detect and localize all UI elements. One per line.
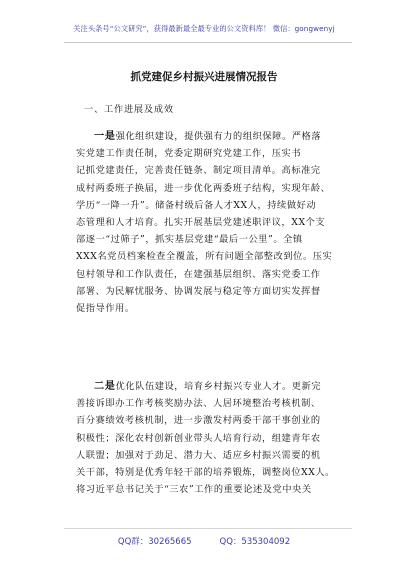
paragraph-line-text: 实党建工作责任制，党委定期研究党建工作，压实书 bbox=[76, 148, 302, 160]
paragraph-line-text: 百分赛绩效考核机制，进一步激发村两委干部干事创业的 bbox=[76, 415, 321, 427]
paragraph-line bbox=[76, 430, 346, 447]
paragraph-line bbox=[76, 214, 346, 231]
paragraph-line bbox=[76, 412, 346, 429]
footer-qq-group: QQ群：30265665 bbox=[117, 537, 192, 547]
paragraph-line bbox=[76, 283, 346, 300]
paragraph-line bbox=[76, 145, 346, 162]
paragraph-line-text: 关干部，特别是优秀年轻干部的培养锻炼，调整岗位XX人。 bbox=[76, 467, 335, 479]
section-heading: 一、工作进展及成效 bbox=[84, 104, 174, 115]
paragraph-line bbox=[76, 447, 346, 464]
document-title: 抓党建促乡村振兴进展情况报告 bbox=[130, 71, 278, 83]
paragraph-line-text: 成村两委班子换届，进一步优化两委班子结构，实现年龄、 bbox=[76, 182, 331, 194]
paragraph-line bbox=[76, 248, 346, 265]
page-header-banner: 关注头条号“公文研究”，获得最新最全最专业的公文资料库！ 微信：gongwenyj bbox=[73, 24, 335, 33]
paragraph-line bbox=[76, 481, 346, 498]
paragraph-line bbox=[76, 378, 346, 395]
paragraph-lead: 二是 bbox=[94, 381, 116, 392]
paragraph-line bbox=[76, 395, 346, 412]
paragraph-line bbox=[76, 266, 346, 283]
paragraph-line bbox=[76, 128, 346, 145]
paragraph-line bbox=[76, 300, 346, 317]
paragraph-line-text: 部逐一“过筛子”，抓实基层党建“最后一公里”。全镇 bbox=[76, 234, 303, 246]
paragraph-1 bbox=[76, 128, 346, 317]
header-divider bbox=[64, 42, 352, 43]
paragraph-line-text: 强化组织建设，提供强有力的组织保障。严格落 bbox=[115, 131, 322, 142]
paragraph-line-text: 部署、为民解忧服务、协调发展与稳定等方面切实发挥督 bbox=[76, 285, 321, 297]
paragraph-line-text: 人联盟；加强对于劲足、潜力大、适应乡村振兴需要的机 bbox=[76, 449, 321, 461]
paragraph-line-text: 积极性；深化农村创新创业带头人培育行动，组建青年农 bbox=[76, 432, 321, 444]
paragraph-line-text: 善接诉即办工作考核奖励办法、人居环境整治考核机制、 bbox=[76, 398, 321, 410]
paragraph-line-text: 将习近平总书记关于“三农”工作的重要论述及党中央关 bbox=[76, 484, 312, 496]
paragraph-line bbox=[76, 464, 346, 481]
paragraph-line-text: 优化队伍建设，培育乡村振兴专业人才。更新完 bbox=[115, 381, 322, 392]
paragraph-line bbox=[76, 180, 346, 197]
paragraph-line bbox=[76, 162, 346, 179]
paragraph-line-text: 包村领导和工作队责任，在建强基层组织、落实党委工作 bbox=[76, 268, 321, 280]
paragraph-line-text: XXX名党员档案检查全覆盖，所有问题全部整改到位。压实 bbox=[76, 251, 333, 263]
paragraph-line-text: 促指导作用。 bbox=[76, 303, 135, 315]
paragraph-2 bbox=[76, 378, 346, 498]
paragraph-line-text: 态管理和人才培育。扎实开展基层党建述职评议，XX个支 bbox=[76, 217, 326, 229]
page-footer bbox=[0, 535, 408, 547]
paragraph-lead: 一是 bbox=[94, 131, 116, 142]
paragraph-line-text: 记抓党建责任，完善责任链条、制定项目清单。高标准完 bbox=[76, 165, 321, 177]
paragraph-line bbox=[76, 231, 346, 248]
paragraph-line-text: 学历“一降一升”。储备村级后备人才XX人，持续做好动 bbox=[76, 199, 317, 211]
paragraph-line bbox=[76, 197, 346, 214]
footer-divider bbox=[64, 528, 352, 529]
footer-qq-contact: QQ：535304092 bbox=[219, 537, 291, 547]
